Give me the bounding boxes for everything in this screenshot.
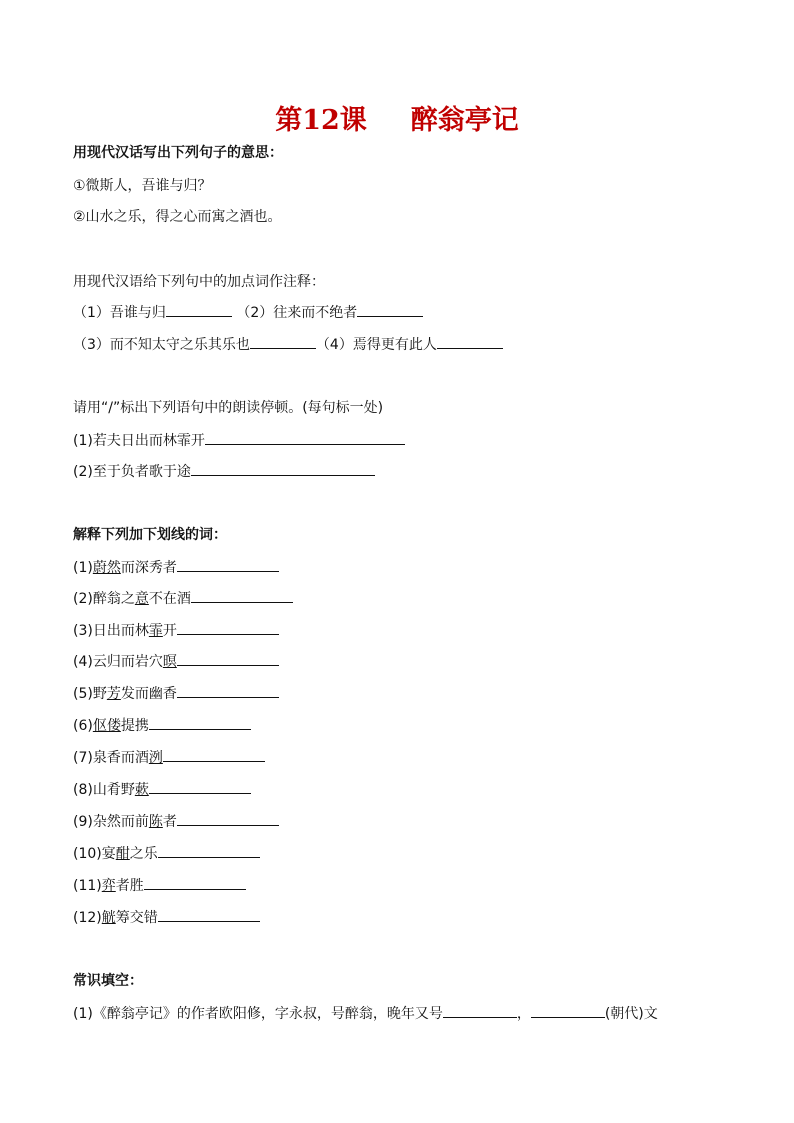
section2-heading: 用现代汉语给下列句中的加点词作注释： <box>73 274 325 290</box>
vocab-underlined: 暝 <box>162 654 177 670</box>
vocab-underlined: 蔚然 <box>92 560 121 576</box>
vocab-prefix: (9)杂然而前 <box>73 814 149 830</box>
lesson-name: 醉翁亭记 <box>410 105 519 136</box>
vocab-underlined: 觥 <box>101 910 116 926</box>
lesson-number: 第12课 <box>275 105 367 136</box>
section5-text-c: (朝代)文 <box>604 1006 658 1022</box>
answer-blank[interactable] <box>443 1003 517 1018</box>
vocab-prefix: (2)醉翁之 <box>73 591 135 607</box>
answer-blank[interactable] <box>144 875 246 890</box>
vocab-row <box>73 875 246 896</box>
vocab-row <box>73 907 260 928</box>
vocab-row <box>73 843 260 864</box>
answer-blank[interactable] <box>177 651 279 666</box>
vocab-underlined: 陈 <box>148 814 163 830</box>
answer-blank[interactable] <box>191 588 293 603</box>
answer-blank[interactable] <box>149 715 251 730</box>
answer-blank[interactable] <box>177 620 279 635</box>
vocab-prefix: (1) <box>73 560 93 576</box>
answer-blank[interactable] <box>531 1003 605 1018</box>
answer-blank[interactable] <box>357 302 423 317</box>
vocab-underlined: 伛偻 <box>92 718 121 734</box>
section1-item-2: ②山水之乐，得之心而寓之酒也。 <box>73 209 282 225</box>
answer-blank[interactable] <box>166 302 232 317</box>
section1-item-1: ①微斯人，吾谁与归？ <box>73 178 212 194</box>
section3-item-2: (2)至于负者歌于途 <box>73 464 191 480</box>
vocab-underlined: 芳 <box>106 686 121 702</box>
page-title <box>0 98 794 137</box>
vocab-row <box>73 651 279 672</box>
vocab-prefix: (8)山肴野 <box>73 782 135 798</box>
section2-row-2 <box>73 334 503 355</box>
section5-text-a: (1)《醉翁亭记》的作者欧阳修，字永叔，号醉翁，晚年又号 <box>73 1006 443 1022</box>
vocab-row <box>73 747 265 768</box>
vocab-prefix: (6) <box>73 718 93 734</box>
vocab-row <box>73 811 279 832</box>
vocab-row <box>73 715 251 736</box>
section2-row-1 <box>73 302 423 323</box>
section2-item-2: （2）往来而不绝者 <box>236 305 358 321</box>
vocab-suffix: 开 <box>162 623 177 639</box>
section5-heading: 常识填空： <box>73 973 143 989</box>
vocab-underlined: 洌 <box>148 750 163 766</box>
section1-heading: 用现代汉话写出下列句子的意思： <box>73 145 283 161</box>
section3-item-1: (1)若夫日出而林霏开 <box>73 433 205 449</box>
answer-blank[interactable] <box>158 843 260 858</box>
answer-blank[interactable] <box>177 683 279 698</box>
answer-blank[interactable] <box>191 461 375 476</box>
vocab-suffix: 筹交错 <box>115 910 158 926</box>
section2-item-3: （3）而不知太守之乐其乐也 <box>73 337 250 353</box>
section5-text-b: ， <box>516 1006 531 1022</box>
vocab-row <box>73 557 279 578</box>
answer-blank[interactable] <box>205 430 405 445</box>
section4-heading: 解释下列加下划线的词： <box>73 527 227 543</box>
answer-blank[interactable] <box>149 779 251 794</box>
vocab-prefix: (3)日出而林 <box>73 623 149 639</box>
answer-blank[interactable] <box>250 334 316 349</box>
vocab-prefix: (5)野 <box>73 686 107 702</box>
vocab-row <box>73 779 251 800</box>
vocab-prefix: (7)泉香而酒 <box>73 750 149 766</box>
vocab-suffix: 发而幽香 <box>120 686 177 702</box>
vocab-underlined: 蔌 <box>134 782 149 798</box>
vocab-row <box>73 683 279 704</box>
vocab-prefix: (12) <box>73 910 102 926</box>
vocab-row <box>73 588 293 609</box>
answer-blank[interactable] <box>177 811 279 826</box>
vocab-underlined: 酣 <box>115 846 130 862</box>
answer-blank[interactable] <box>177 557 279 572</box>
vocab-prefix: (11) <box>73 878 102 894</box>
answer-blank[interactable] <box>158 907 260 922</box>
section5-row-1 <box>73 1003 658 1024</box>
vocab-underlined: 弈 <box>101 878 116 894</box>
section3-row-1 <box>73 430 405 451</box>
section2-item-1: （1）吾谁与归 <box>73 305 166 321</box>
vocab-prefix: (10)宴 <box>73 846 116 862</box>
answer-blank[interactable] <box>437 334 503 349</box>
section3-heading: 请用“/”标出下列语句中的朗读停顿。(每句标一处) <box>73 400 384 416</box>
vocab-suffix: 提携 <box>120 718 149 734</box>
vocab-suffix: 不在酒 <box>148 591 191 607</box>
vocab-row <box>73 620 279 641</box>
vocab-suffix: 者胜 <box>115 878 144 894</box>
vocab-suffix: 者 <box>162 814 177 830</box>
section3-row-2 <box>73 461 375 482</box>
vocab-prefix: (4)云归而岩穴 <box>73 654 163 670</box>
section2-item-4: （4）焉得更有此人 <box>315 337 437 353</box>
vocab-underlined: 意 <box>134 591 149 607</box>
vocab-underlined: 霏 <box>148 623 163 639</box>
answer-blank[interactable] <box>163 747 265 762</box>
vocab-suffix: 之乐 <box>129 846 158 862</box>
vocab-suffix: 而深秀者 <box>120 560 177 576</box>
